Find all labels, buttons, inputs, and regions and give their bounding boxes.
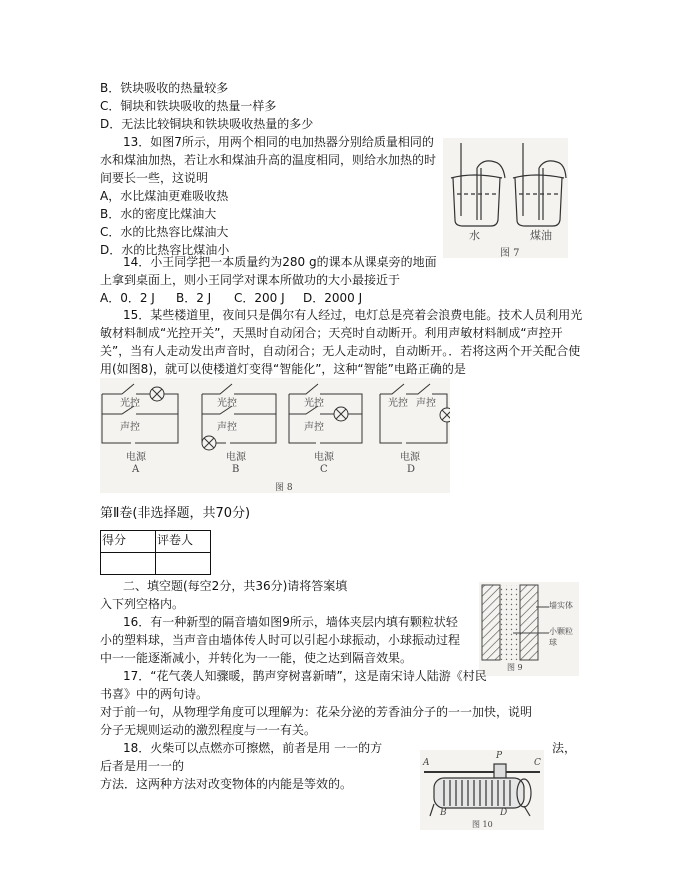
score-cell[interactable] — [101, 553, 156, 575]
q14-option-b: B．2 J — [176, 291, 212, 305]
circuit-a-light-switch-label: 光控 — [120, 398, 140, 409]
q13-option-d: D．水的比热容比煤油小 — [100, 243, 230, 257]
circuit-d-source-label: 电源 — [400, 452, 420, 463]
figure-7-label-water: 水 — [469, 229, 480, 242]
q18-stem-line: 后者是用一一的 — [100, 759, 185, 773]
circuit-d-light-switch-label: 光控 — [388, 398, 408, 409]
q16-stem-line: 小的塑料球，当声音由墙体传人时可以引起小球振动，小球振动过程 — [100, 633, 461, 647]
figure-8-caption: 图 8 — [275, 483, 293, 493]
circuit-d-sound-switch-label: 声控 — [416, 398, 436, 409]
rheostat-illustration — [420, 750, 544, 830]
section-2-instruction: 二、填空题(每空2分，共36分)请将答案填 — [123, 579, 348, 593]
circuit-c-source-label: 电源 — [314, 452, 334, 463]
figure-9-label-wall: 墙实体 — [549, 601, 573, 610]
circuit-a-sound-switch-label: 声控 — [120, 422, 140, 433]
figure-10-label-d: D — [500, 808, 508, 818]
q12-option-c: C．铜块和铁块吸收的热量一样多 — [100, 99, 277, 113]
q16-stem-line: 中一一能逐渐减小，并转化为一一能，使之达到隔音效果。 — [100, 651, 413, 665]
part-2-title: 第Ⅱ卷(非选择题，共70分) — [100, 506, 251, 521]
q15-stem-line: 关”，当有人走动发出声音时，自动闭合；无人走动时，自动断开。．若将这两个开关配合使 — [100, 344, 581, 358]
figure-7-beakers — [443, 138, 568, 258]
figure-10-label-a: A — [423, 758, 430, 768]
circuit-c-light-switch-label: 光控 — [304, 398, 324, 409]
q13-stem-line: 水和煤油加热，若让水和煤油升高的温度相同，则给水加热的时 — [100, 153, 437, 167]
circuit-b-letter: B — [232, 464, 240, 475]
q15-stem-line: 用(如图8)，就可以使楼道灯变得“智能化”，这种“智能”电路正确的是 — [100, 362, 466, 376]
q13-option-b: B．水的密度比煤油大 — [100, 207, 217, 221]
q13-option-c: C．水的比热容比煤油大 — [100, 225, 229, 239]
figure-9-label-particles: 小颗粒球 — [549, 627, 573, 647]
q14-option-a: A．0．2 J — [100, 291, 155, 305]
figure-9-caption: 图 9 — [507, 663, 523, 672]
q17-stem-line: 对于前一句，从物理学角度可以理解为：花朵分泌的芳香油分子的一一加快，说明 — [100, 705, 533, 719]
circuit-a-letter: A — [132, 464, 140, 475]
q14-option-d: D．2000 J — [303, 291, 363, 305]
circuit-a-source-label: 电源 — [126, 452, 146, 463]
figure-9-wall — [479, 582, 579, 676]
figure-8-circuits — [100, 378, 450, 493]
circuit-b-sound-switch-label: 声控 — [217, 422, 237, 433]
q12-option-d: D．无法比较铜块和铁块吸收热量的多少 — [100, 117, 314, 131]
figure-7-label-kerosene: 煤油 — [530, 229, 552, 242]
figure-10-label-b: B — [440, 808, 447, 818]
q15-stem-line: 敏材料制成“光控开关”，天黑时自动闭合；天亮时自动断开。利用声敏材料制成“声控开 — [100, 326, 563, 340]
figure-10-label-c: C — [534, 758, 541, 768]
score-table — [100, 530, 211, 575]
figure-10-label-p: P — [496, 751, 503, 761]
figure-7-caption: 图 7 — [500, 248, 520, 259]
grader-cell[interactable] — [156, 553, 211, 575]
circuit-c-sound-switch-label: 声控 — [304, 422, 324, 433]
q18-stem-line: 方法．这两种方法对改变物体的内能是等效的。 — [100, 777, 353, 791]
q13-stem-line: 间要长一些，这说明 — [100, 171, 209, 185]
q18-stem-line-end: 法， — [552, 741, 577, 755]
figure-10-rheostat — [420, 750, 544, 830]
q14-stem-line: 14．小王同学把一本质量约为280 g的课本从课桌旁的地面 — [123, 255, 437, 269]
q13-stem-line: 13．如图7所示，用两个相同的电加热器分别给质量相同的 — [123, 135, 434, 149]
q13-option-a: A，水比煤油更难吸收热 — [100, 189, 229, 203]
section-2-instruction: 入下列空格内。 — [100, 597, 185, 611]
q18-stem-line: 18．火柴可以点燃亦可擦燃，前者是用 一一的方 — [123, 741, 383, 755]
q15-stem-line: 15．某些楼道里，夜间只是偶尔有人经过，电灯总是亮着会浪费电能。技术人员利用光 — [123, 308, 583, 322]
score-header: 得分 — [101, 531, 156, 553]
q12-option-b: B．铁块吸收的热量较多 — [100, 81, 229, 95]
circuit-c-letter: C — [320, 464, 328, 475]
figure-10-caption: 图 10 — [472, 820, 493, 829]
q14-option-c: C．200 J — [234, 291, 285, 305]
q17-stem-line: 17．“花气袭人知骤暖，鹊声穿树喜新晴”，这是南宋诗人陆游《村民 — [123, 669, 487, 683]
circuit-d-letter: D — [407, 464, 416, 475]
q17-stem-line: 书喜》中的两句诗。 — [100, 687, 209, 701]
grader-header: 评卷人 — [156, 531, 211, 553]
circuit-b-source-label: 电源 — [226, 452, 246, 463]
q17-stem-line: 分子无规则运动的激烈程度与一一有关。 — [100, 723, 317, 737]
circuit-b-light-switch-label: 光控 — [217, 398, 237, 409]
q16-stem-line: 16．有一种新型的隔音墙如图9所示，墙体夹层内填有颗粒状轻 — [123, 615, 458, 629]
q14-stem-line: 上拿到桌面上，则小王同学对课本所做功的大小最接近于 — [100, 273, 401, 287]
